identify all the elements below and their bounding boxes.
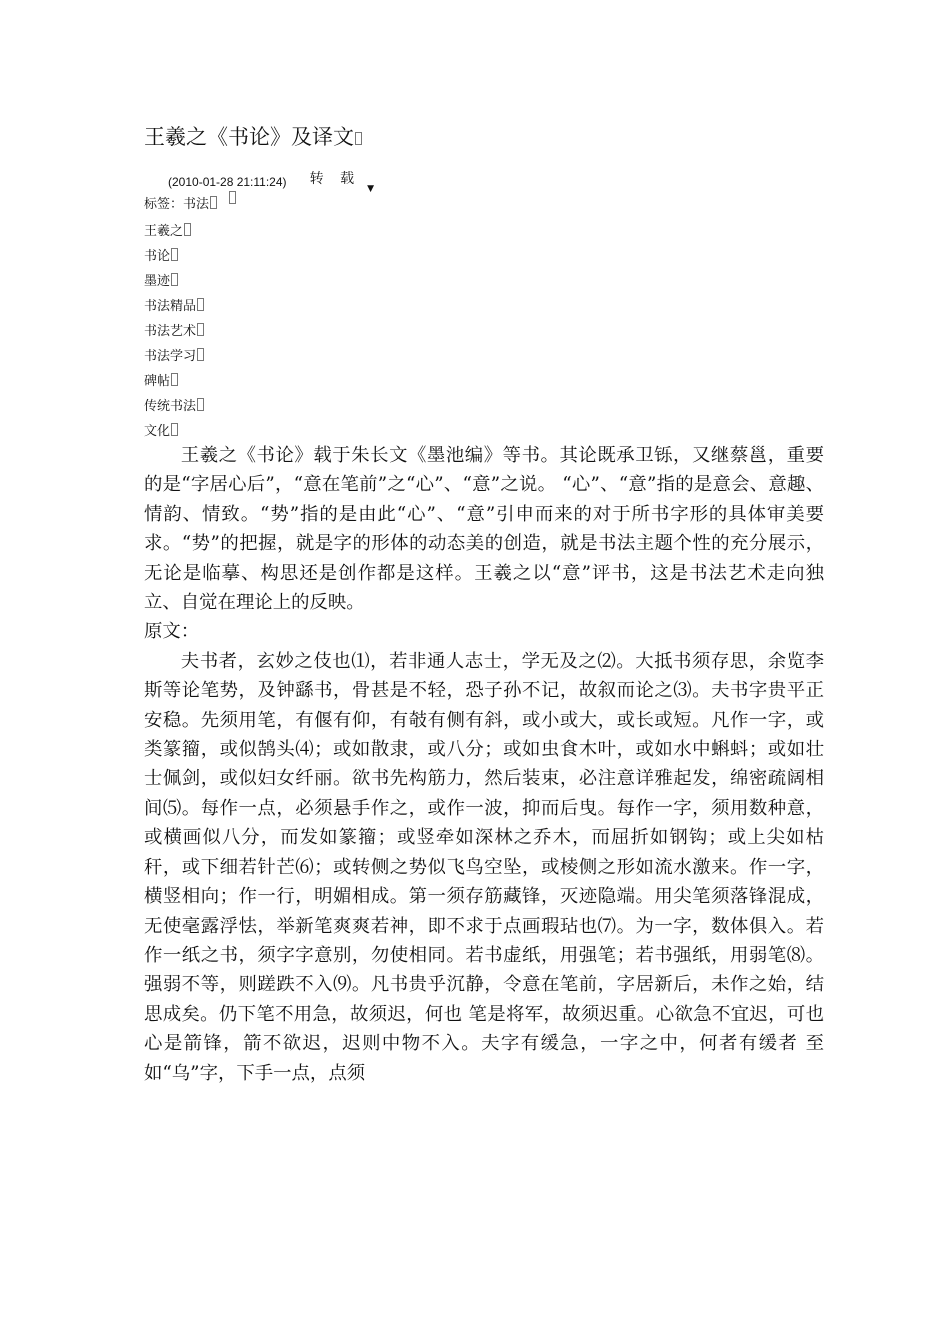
tag-label[interactable]: 书法精品: [144, 299, 197, 314]
tag-label[interactable]: 书法艺术: [144, 324, 197, 339]
missing-glyph-icon: [171, 423, 178, 436]
repost-label[interactable]: 转 载: [309, 171, 361, 187]
missing-glyph-icon: [197, 398, 204, 411]
tag-item[interactable]: [144, 219, 204, 244]
tag-item[interactable]: [144, 269, 204, 294]
original-text-label: 原文：: [144, 621, 200, 643]
article-title: [144, 122, 362, 152]
tag-label[interactable]: 碑帖: [144, 374, 171, 389]
missing-glyph-icon: [197, 323, 204, 336]
article-body: [144, 441, 824, 1088]
post-date: (2010-01-28 21:11:24): [168, 175, 287, 189]
article-meta: [168, 172, 374, 192]
tags-line: [144, 195, 236, 215]
tag-item[interactable]: [144, 244, 204, 269]
tag-list: [144, 219, 204, 444]
tag-item[interactable]: [144, 294, 204, 319]
intro-paragraph: 王羲之《书论》载于朱长文《墨池编》等书。其论既承卫铄，又继蔡邕，重要的是“字居心后”，“意在笔前”之“心”、“意”之说。 “心”、“意”指的是意会、意趣、情韵、情致。“势”指的是由此“心”、“意”引申而来的对于所书字形的具体审美要求。“势”的把握，就是字的形体的动态美的创造，就是书法主题个性的充分展示，无论是临摹、构思还是创作都是这样。王羲之以“意”评书，这是书法艺术走向独立、自觉在理论上的反映。: [144, 445, 824, 614]
tag-item[interactable]: [144, 394, 204, 419]
missing-glyph-icon: [184, 223, 191, 236]
tag-label[interactable]: 文化: [144, 424, 171, 439]
tag-label[interactable]: 王羲之: [144, 224, 184, 239]
original-text-paragraph: 夫书者，玄妙之伎也⑴，若非通人志士，学无及之⑵。大抵书须存思，余览李斯等论笔势，及钟繇书，骨甚是不轻，恐子孙不记，故叙而论之⑶。夫书字贵平正安稳。先须用笔，有偃有仰，有攲有侧有斜，或小或大，或长或短。凡作一字，或类篆籀，或似鹄头⑷；或如散隶，或八分；或如虫食木叶，或如水中蝌蚪；或如壮士佩剑，或似妇女纤丽。欲书先构筋力，然后装束，必注意详雅起发，绵密疏阔相间⑸。每作一点，必须悬手作之，或作一波，抑而后曳。每作一字，须用数种意，或横画似八分，而发如篆籀；或竖牵如深林之乔木，而屈折如钢钩；或上尖如枯秆，或下细若针芒⑹；或转侧之势似飞鸟空坠，或棱侧之形如流水激来。作一字，横竖相向；作一行，明媚相成。第一须存筋藏锋，灭迹隐端。用尖笔须落锋混成，无使毫露浮怯，举新笔爽爽若神，即不求于点画瑕玷也⑺。为一字，数体俱入。若作一纸之书，须字字意别，勿使相同。若书虚纸，用强笔；若书强纸，用弱笔⑻。强弱不等，则蹉跌不入⑼。凡书贵乎沉静，令意在笔前，字居新后，未作之始，结思成矣。仍下笔不用急，故须迟，何也 笔是将军，故须迟重。心欲急不宜迟，可也 心是箭锋，箭不欲迟，迟则中物不入。夫字有缓急，一字之中，何者有缓者 至如“乌”字，下手一点，点须: [144, 650, 824, 1084]
missing-glyph-icon: [171, 273, 178, 286]
caret-down-icon[interactable]: ▼: [367, 184, 375, 194]
tag-label[interactable]: 墨迹: [144, 274, 171, 289]
tag-label[interactable]: 传统书法: [144, 399, 197, 414]
missing-glyph-icon: [197, 348, 204, 361]
missing-glyph-icon: [171, 248, 178, 261]
tags-label: 标签：书法: [144, 197, 210, 212]
missing-glyph-icon: [197, 298, 204, 311]
missing-glyph-icon: [229, 191, 236, 204]
tag-item[interactable]: [144, 319, 204, 344]
tag-label[interactable]: 书法学习: [144, 349, 197, 364]
tag-item[interactable]: [144, 344, 204, 369]
missing-glyph-icon: [171, 373, 178, 386]
tag-label[interactable]: 书论: [144, 249, 171, 264]
missing-glyph-icon: [355, 132, 362, 145]
article-title-text: 王羲之《书论》及译文: [144, 125, 354, 149]
missing-glyph-icon: [210, 196, 217, 209]
tag-item[interactable]: [144, 369, 204, 394]
